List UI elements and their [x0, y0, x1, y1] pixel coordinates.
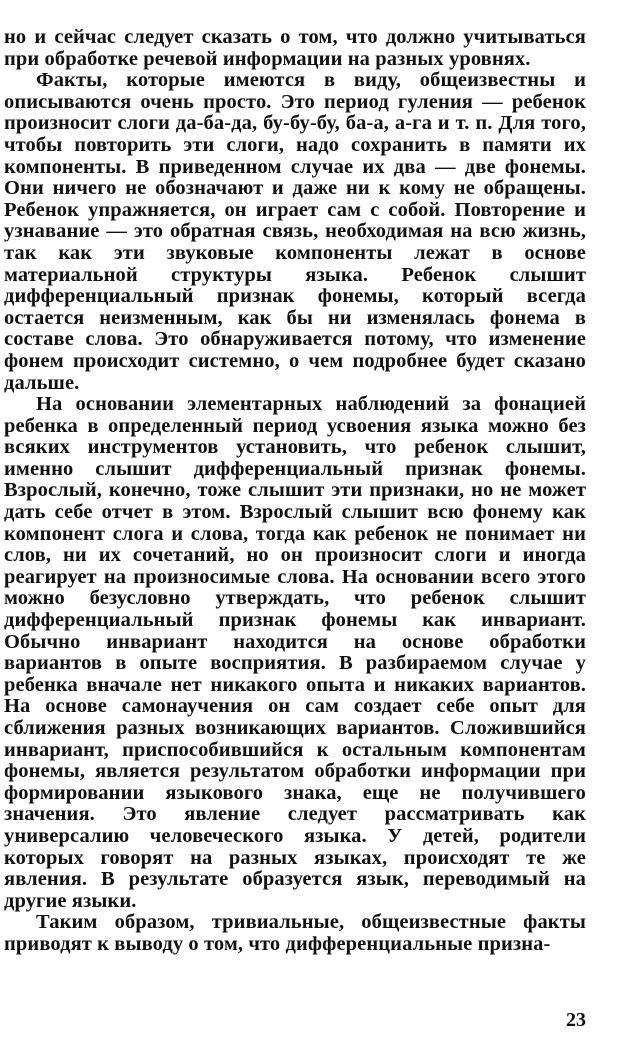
body-text — [4, 27, 586, 956]
page-number: 23 — [566, 1009, 586, 1031]
paragraph-babbling-facts: Факты, которые имеются в виду, общеизвестны и описываются очень просто. Это период гуления — ребенок произносит слоги да-ба-да, бу-бу-бу, ба-а, а-га и т. п. Для того, чтобы повторить эти слоги, надо сохранить в памяти их компоненты. В приведенном случае их два — две фонемы. Они ничего не обозначают и даже ни к кому не обращены. Ребенок упражняется, он играет сам с собой. Повторение и узнавание — это обратная связь, необходимая на всю жизнь, так как эти звуковые компоненты лежат в основе материальной структуры языка. Ребенок слышит дифференциальный признак фонемы, который всегда остается неизменным, как бы ни изменялась фонема в составе слова. Это обнаруживается потому, что изменение фонем происходит системно, о чем подробнее будет сказано дальше. — [4, 69, 586, 394]
paragraph-continuation: но и сейчас следует сказать о том, что должно учитываться при обработке речевой информации на разных уровнях. — [4, 26, 586, 70]
paragraph-conclusion: Таким образом, тривиальные, общеизвестные факты приводят к выводу о том, что дифференциальные призна- — [4, 911, 586, 955]
paragraph-observations: На основании элементарных наблюдений за фонацией ребенка в определенный период усвоения языка можно без всяких инструментов установить, что ребенок слышит, именно слышит дифференциальный признак фонемы. Взрослый, конечно, тоже слышит эти признаки, но не может дать себе отчет в этом. Взрослый слышит всю фонему как компонент слога и слова, тогда как ребенок не понимает ни слов, ни их сочетаний, но он произносит слоги и иногда реагирует на произносимые слова. На основании всего этого можно безусловно утверждать, что ребенок слышит дифференциальный признак фонемы как инвариант. Обычно инвариант находится на основе обработки вариантов в опыте восприятия. В разбираемом случае у ребенка вначале нет никакого опыта и никаких вариантов. На основе самонаучения он сам создает себе опыт для сближения разных возникающих вариантов. Сложившийся инвариант, приспособившийся к остальным компонентам фонемы, является результатом обработки информации при формировании языкового знака, еще не получившего значения. Это явление следует рассматривать как универсалию человеческого языка. У детей, родители которых говорят на разных языках, происходят те же явления. В результате образуется язык, переводимый на другие языки. — [4, 393, 586, 912]
